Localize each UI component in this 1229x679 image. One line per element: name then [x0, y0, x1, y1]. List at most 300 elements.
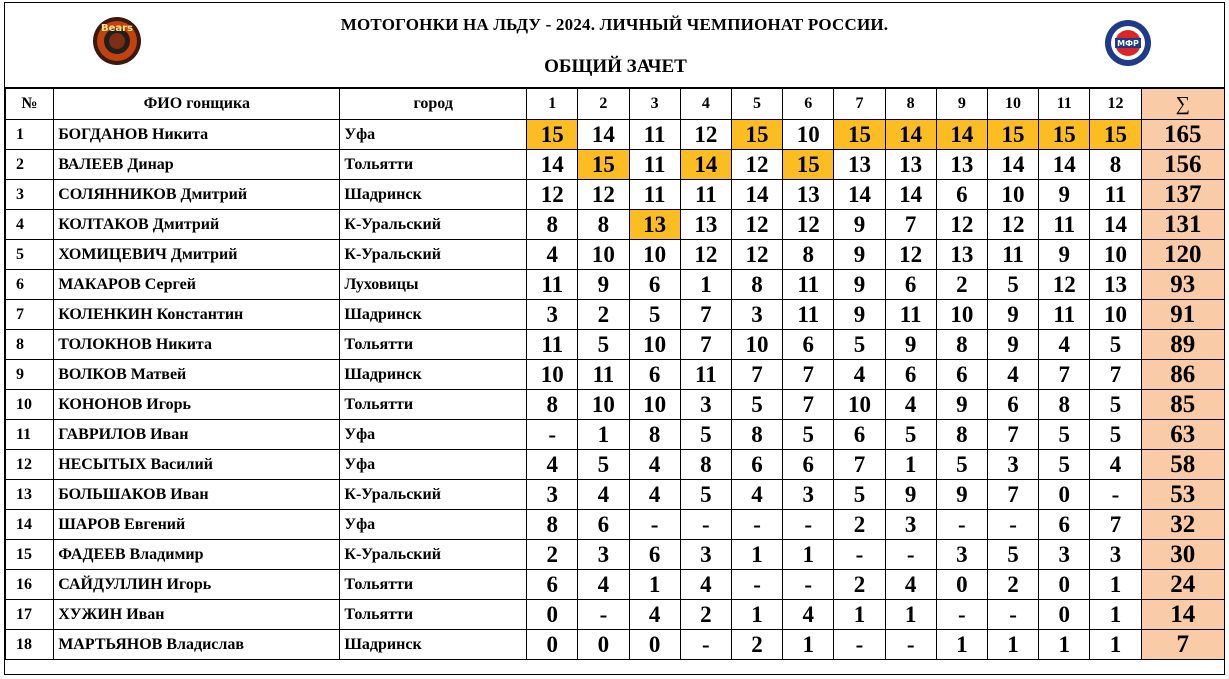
table-row	[6, 480, 1225, 510]
rider-city: Уфа	[340, 450, 527, 480]
stage-score: 11	[1039, 300, 1090, 330]
rider-city: Луховицы	[340, 270, 527, 300]
rider-city: Уфа	[340, 120, 527, 150]
stage-score: 7	[885, 210, 936, 240]
stage-score: 2	[936, 270, 987, 300]
stage-score: 15	[987, 120, 1038, 150]
stage-score: 11	[680, 180, 731, 210]
rider-total: 165	[1141, 120, 1224, 150]
rider-position: 8	[6, 330, 54, 360]
stage-score: 5	[629, 300, 680, 330]
stage-score: 8	[1039, 390, 1090, 420]
stage-score: 10	[1090, 300, 1141, 330]
stage-score: 1	[1090, 630, 1141, 660]
stage-score: 2	[680, 600, 731, 630]
stage-score: 8	[783, 240, 834, 270]
stage-score: 4	[527, 240, 578, 270]
stage-score: 11	[629, 150, 680, 180]
col-header-num: №	[6, 89, 54, 120]
table-row	[6, 150, 1225, 180]
stage-score: 10	[731, 330, 782, 360]
stage-score: 15	[1090, 120, 1141, 150]
stage-score: 11	[680, 360, 731, 390]
rider-total: 85	[1141, 390, 1224, 420]
stage-score: 14	[936, 120, 987, 150]
col-header-stage: 4	[680, 89, 731, 120]
stage-score: 11	[783, 270, 834, 300]
rider-position: 17	[6, 600, 54, 630]
stage-score: 10	[629, 330, 680, 360]
rider-position: 15	[6, 540, 54, 570]
table-row	[6, 120, 1225, 150]
stage-score: 4	[629, 450, 680, 480]
table-row	[6, 420, 1225, 450]
col-header-stage: 10	[987, 89, 1038, 120]
col-header-stage: 2	[578, 89, 629, 120]
stage-score: 5	[578, 330, 629, 360]
table-row	[6, 180, 1225, 210]
stage-score: 9	[885, 330, 936, 360]
stage-score: 12	[731, 150, 782, 180]
table-row	[6, 240, 1225, 270]
stage-score: 1	[680, 270, 731, 300]
rider-city: Шадринск	[340, 360, 527, 390]
rider-position: 12	[6, 450, 54, 480]
rider-position: 9	[6, 360, 54, 390]
table-row	[6, 330, 1225, 360]
stage-score: 6	[783, 450, 834, 480]
stage-score: 5	[987, 270, 1038, 300]
stage-score: 6	[834, 420, 885, 450]
rider-city: К-Уральский	[340, 540, 527, 570]
rider-total: 14	[1141, 600, 1224, 630]
rider-position: 1	[6, 120, 54, 150]
stage-score: 14	[680, 150, 731, 180]
stage-score: 5	[578, 450, 629, 480]
stage-score: 13	[680, 210, 731, 240]
stage-score: 15	[834, 120, 885, 150]
subtitle-row	[5, 46, 1224, 88]
table-row	[6, 360, 1225, 390]
stage-score: 15	[1039, 120, 1090, 150]
stage-score: 6	[885, 360, 936, 390]
rider-city: Уфа	[340, 510, 527, 540]
stage-score: -	[936, 510, 987, 540]
bears-logo-text: Bears	[100, 23, 134, 34]
stage-score: 3	[680, 540, 731, 570]
stage-score: 6	[629, 270, 680, 300]
stage-score: 9	[1039, 240, 1090, 270]
stage-score: -	[834, 630, 885, 660]
stage-score: 5	[834, 330, 885, 360]
table-row	[6, 630, 1225, 660]
stage-score: -	[783, 510, 834, 540]
stage-score: 12	[936, 210, 987, 240]
stage-score: 4	[885, 570, 936, 600]
stage-score: 10	[527, 360, 578, 390]
stage-score: 13	[629, 210, 680, 240]
mfr-logo	[1093, 18, 1163, 68]
stage-score: 9	[834, 270, 885, 300]
stage-score: 2	[834, 510, 885, 540]
rider-position: 5	[6, 240, 54, 270]
stage-score: 13	[885, 150, 936, 180]
mfr-logo-text: МФР	[1117, 39, 1139, 48]
standings-sheet	[4, 2, 1225, 675]
rider-total: 53	[1141, 480, 1224, 510]
col-header-stage: 9	[936, 89, 987, 120]
stage-score: 4	[834, 360, 885, 390]
stage-score: 9	[834, 210, 885, 240]
rider-name: ФАДЕЕВ Владимир	[54, 540, 340, 570]
stage-score: 5	[1090, 420, 1141, 450]
rider-total: 63	[1141, 420, 1224, 450]
stage-score: 0	[936, 570, 987, 600]
stage-score: 6	[987, 390, 1038, 420]
rider-name: НЕСЫТЫХ Василий	[54, 450, 340, 480]
rider-total: 91	[1141, 300, 1224, 330]
rider-name: ВАЛЕЕВ Динар	[54, 150, 340, 180]
stage-score: 15	[783, 150, 834, 180]
rider-city: Тольятти	[340, 150, 527, 180]
rider-name: КОНОНОВ Игорь	[54, 390, 340, 420]
stage-score: 15	[731, 120, 782, 150]
stage-score: 9	[1039, 180, 1090, 210]
rider-position: 7	[6, 300, 54, 330]
table-row	[6, 300, 1225, 330]
stage-score: 12	[731, 210, 782, 240]
stage-score: -	[731, 570, 782, 600]
stage-score: 1	[1090, 600, 1141, 630]
col-header-stage: 1	[527, 89, 578, 120]
stage-score: 1	[783, 540, 834, 570]
stage-score: 7	[1090, 360, 1141, 390]
rider-city: Шадринск	[340, 630, 527, 660]
rider-name: ХУЖИН Иван	[54, 600, 340, 630]
stage-score: -	[680, 510, 731, 540]
rider-name: ШАРОВ Евгений	[54, 510, 340, 540]
rider-position: 16	[6, 570, 54, 600]
stage-score: 9	[936, 480, 987, 510]
table-row	[6, 210, 1225, 240]
rider-name: ТОЛОКНОВ Никита	[54, 330, 340, 360]
stage-score: 4	[578, 570, 629, 600]
stage-score: 5	[987, 540, 1038, 570]
stage-score: 7	[680, 330, 731, 360]
stage-score: 7	[834, 450, 885, 480]
stage-score: 6	[783, 330, 834, 360]
stage-score: 1	[885, 450, 936, 480]
stage-score: 10	[783, 120, 834, 150]
rider-name: СОЛЯННИКОВ Дмитрий	[54, 180, 340, 210]
stage-score: 14	[731, 180, 782, 210]
stage-score: 8	[1090, 150, 1141, 180]
stage-score: 12	[731, 240, 782, 270]
table-header-row	[6, 89, 1225, 120]
stage-score: 8	[731, 420, 782, 450]
rider-city: Тольятти	[340, 570, 527, 600]
stage-score: 1	[834, 600, 885, 630]
stage-score: 3	[578, 540, 629, 570]
stage-score: 12	[578, 180, 629, 210]
title-row	[5, 3, 1224, 46]
stage-score: 6	[885, 270, 936, 300]
stage-score: 7	[680, 300, 731, 330]
stage-score: 2	[527, 540, 578, 570]
stage-score: 10	[1090, 240, 1141, 270]
table-row	[6, 510, 1225, 540]
stage-score: 7	[1090, 510, 1141, 540]
stage-score: 2	[987, 570, 1038, 600]
stage-score: 5	[834, 480, 885, 510]
stage-score: 8	[680, 450, 731, 480]
standings-table	[5, 88, 1225, 660]
rider-city: Уфа	[340, 420, 527, 450]
stage-score: 5	[680, 480, 731, 510]
col-header-stage: 12	[1090, 89, 1141, 120]
stage-score: -	[680, 630, 731, 660]
stage-score: 12	[680, 120, 731, 150]
stage-score: 14	[578, 120, 629, 150]
rider-name: МАРТЬЯНОВ Владислав	[54, 630, 340, 660]
stage-score: 4	[527, 450, 578, 480]
rider-total: 7	[1141, 630, 1224, 660]
stage-score: 8	[527, 210, 578, 240]
stage-score: -	[987, 510, 1038, 540]
stage-score: 11	[987, 240, 1038, 270]
rider-position: 11	[6, 420, 54, 450]
stage-score: 1	[731, 540, 782, 570]
stage-score: 1	[731, 600, 782, 630]
stage-score: 14	[987, 150, 1038, 180]
stage-score: 5	[1090, 330, 1141, 360]
stage-score: -	[885, 540, 936, 570]
rider-name: МАКАРОВ Сергей	[54, 270, 340, 300]
rider-total: 58	[1141, 450, 1224, 480]
stage-score: 3	[527, 480, 578, 510]
stage-score: 13	[834, 150, 885, 180]
stage-score: 14	[1090, 210, 1141, 240]
stage-score: 9	[936, 390, 987, 420]
rider-city: К-Уральский	[340, 210, 527, 240]
rider-name: ГАВРИЛОВ Иван	[54, 420, 340, 450]
rider-name: БОГДАНОВ Никита	[54, 120, 340, 150]
stage-score: 15	[527, 120, 578, 150]
stage-score: 8	[731, 270, 782, 300]
stage-score: 14	[885, 180, 936, 210]
rider-city: Шадринск	[340, 300, 527, 330]
stage-score: 13	[1090, 270, 1141, 300]
page-title: МОТОГОНКИ НА ЛЬДУ - 2024. ЛИЧНЫЙ ЧЕМПИОНАТ РОССИИ.	[340, 15, 889, 34]
stage-score: 15	[578, 150, 629, 180]
stage-score: -	[578, 600, 629, 630]
stage-score: 2	[578, 300, 629, 330]
stage-score: 12	[527, 180, 578, 210]
col-header-sum: ∑	[1141, 89, 1224, 120]
rider-position: 3	[6, 180, 54, 210]
col-header-stage: 6	[783, 89, 834, 120]
stage-score: -	[834, 540, 885, 570]
stage-score: 3	[885, 510, 936, 540]
rider-total: 32	[1141, 510, 1224, 540]
stage-score: 11	[1090, 180, 1141, 210]
stage-score: 5	[1039, 450, 1090, 480]
stage-score: 1	[1039, 630, 1090, 660]
stage-score: 2	[731, 630, 782, 660]
stage-score: 4	[783, 600, 834, 630]
stage-score: 0	[1039, 570, 1090, 600]
stage-score: 4	[731, 480, 782, 510]
stage-score: 5	[680, 420, 731, 450]
table-row	[6, 600, 1225, 630]
stage-score: -	[936, 600, 987, 630]
table-row	[6, 450, 1225, 480]
stage-score: 10	[578, 240, 629, 270]
stage-score: 0	[1039, 480, 1090, 510]
rider-city: Тольятти	[340, 600, 527, 630]
stage-score: 6	[629, 360, 680, 390]
table-row	[6, 540, 1225, 570]
rider-total: 30	[1141, 540, 1224, 570]
rider-name: ХОМИЦЕВИЧ Дмитрий	[54, 240, 340, 270]
stage-score: 11	[885, 300, 936, 330]
stage-score: 3	[731, 300, 782, 330]
stage-score: 14	[885, 120, 936, 150]
stage-score: 8	[578, 210, 629, 240]
stage-score: 13	[783, 180, 834, 210]
stage-score: 8	[527, 510, 578, 540]
rider-total: 131	[1141, 210, 1224, 240]
rider-name: САЙДУЛЛИН Игорь	[54, 570, 340, 600]
table-row	[6, 270, 1225, 300]
stage-score: 7	[987, 480, 1038, 510]
stage-score: 11	[527, 270, 578, 300]
stage-score: 6	[731, 450, 782, 480]
stage-score: 7	[731, 360, 782, 390]
stage-score: 6	[936, 180, 987, 210]
stage-score: 2	[834, 570, 885, 600]
stage-score: 6	[936, 360, 987, 390]
col-header-stage: 7	[834, 89, 885, 120]
stage-score: 12	[987, 210, 1038, 240]
stage-score: 8	[527, 390, 578, 420]
rider-position: 14	[6, 510, 54, 540]
rider-name: ВОЛКОВ Матвей	[54, 360, 340, 390]
rider-position: 13	[6, 480, 54, 510]
stage-score: 5	[885, 420, 936, 450]
table-row	[6, 390, 1225, 420]
stage-score: 5	[1039, 420, 1090, 450]
col-header-stage: 3	[629, 89, 680, 120]
stage-score: 1	[987, 630, 1038, 660]
stage-score: 10	[987, 180, 1038, 210]
stage-score: 9	[987, 330, 1038, 360]
stage-score: -	[731, 510, 782, 540]
stage-score: -	[987, 600, 1038, 630]
col-header-stage: 8	[885, 89, 936, 120]
stage-score: 11	[527, 330, 578, 360]
stage-score: 7	[783, 360, 834, 390]
rider-position: 10	[6, 390, 54, 420]
stage-score: 10	[578, 390, 629, 420]
stage-score: 12	[885, 240, 936, 270]
stage-score: 3	[1090, 540, 1141, 570]
stage-score: 3	[680, 390, 731, 420]
stage-score: 1	[885, 600, 936, 630]
rider-position: 2	[6, 150, 54, 180]
stage-score: 6	[527, 570, 578, 600]
col-header-stage: 5	[731, 89, 782, 120]
stage-score: 11	[783, 300, 834, 330]
stage-score: 9	[578, 270, 629, 300]
stage-score: 5	[1090, 390, 1141, 420]
stage-score: -	[527, 420, 578, 450]
stage-score: 10	[834, 390, 885, 420]
rider-name: КОЛЕНКИН Константин	[54, 300, 340, 330]
stage-score: -	[783, 570, 834, 600]
stage-score: 1	[1090, 570, 1141, 600]
stage-score: 7	[783, 390, 834, 420]
stage-score: 9	[834, 240, 885, 270]
stage-score: 10	[629, 390, 680, 420]
stage-score: 7	[987, 420, 1038, 450]
stage-score: 0	[629, 630, 680, 660]
stage-score: 0	[527, 600, 578, 630]
rider-city: Шадринск	[340, 180, 527, 210]
rider-total: 137	[1141, 180, 1224, 210]
col-header-stage: 11	[1039, 89, 1090, 120]
stage-score: 3	[1039, 540, 1090, 570]
rider-position: 4	[6, 210, 54, 240]
rider-total: 89	[1141, 330, 1224, 360]
stage-score: 4	[885, 390, 936, 420]
rider-total: 156	[1141, 150, 1224, 180]
stage-score: 0	[527, 630, 578, 660]
rider-name: БОЛЬШАКОВ Иван	[54, 480, 340, 510]
stage-score: 3	[527, 300, 578, 330]
rider-total: 93	[1141, 270, 1224, 300]
rider-position: 6	[6, 270, 54, 300]
stage-score: 5	[936, 450, 987, 480]
rider-city: К-Уральский	[340, 240, 527, 270]
stage-score: 14	[834, 180, 885, 210]
stage-score: 4	[1090, 450, 1141, 480]
stage-score: 3	[936, 540, 987, 570]
stage-score: 11	[629, 120, 680, 150]
stage-score: 4	[1039, 330, 1090, 360]
stage-score: 12	[680, 240, 731, 270]
stage-score: 3	[783, 480, 834, 510]
rider-city: Тольятти	[340, 390, 527, 420]
stage-score: 6	[629, 540, 680, 570]
bears-logo	[91, 15, 143, 67]
stage-score: 5	[731, 390, 782, 420]
rider-city: К-Уральский	[340, 480, 527, 510]
rider-total: 86	[1141, 360, 1224, 390]
stage-score: 7	[1039, 360, 1090, 390]
stage-score: 13	[936, 240, 987, 270]
stage-score: -	[629, 510, 680, 540]
stage-score: 0	[578, 630, 629, 660]
col-header-city: город	[340, 89, 527, 120]
table-row	[6, 570, 1225, 600]
stage-score: 14	[1039, 150, 1090, 180]
stage-score: 5	[783, 420, 834, 450]
rider-total: 120	[1141, 240, 1224, 270]
stage-score: 6	[578, 510, 629, 540]
stage-score: 12	[783, 210, 834, 240]
stage-score: 11	[1039, 210, 1090, 240]
